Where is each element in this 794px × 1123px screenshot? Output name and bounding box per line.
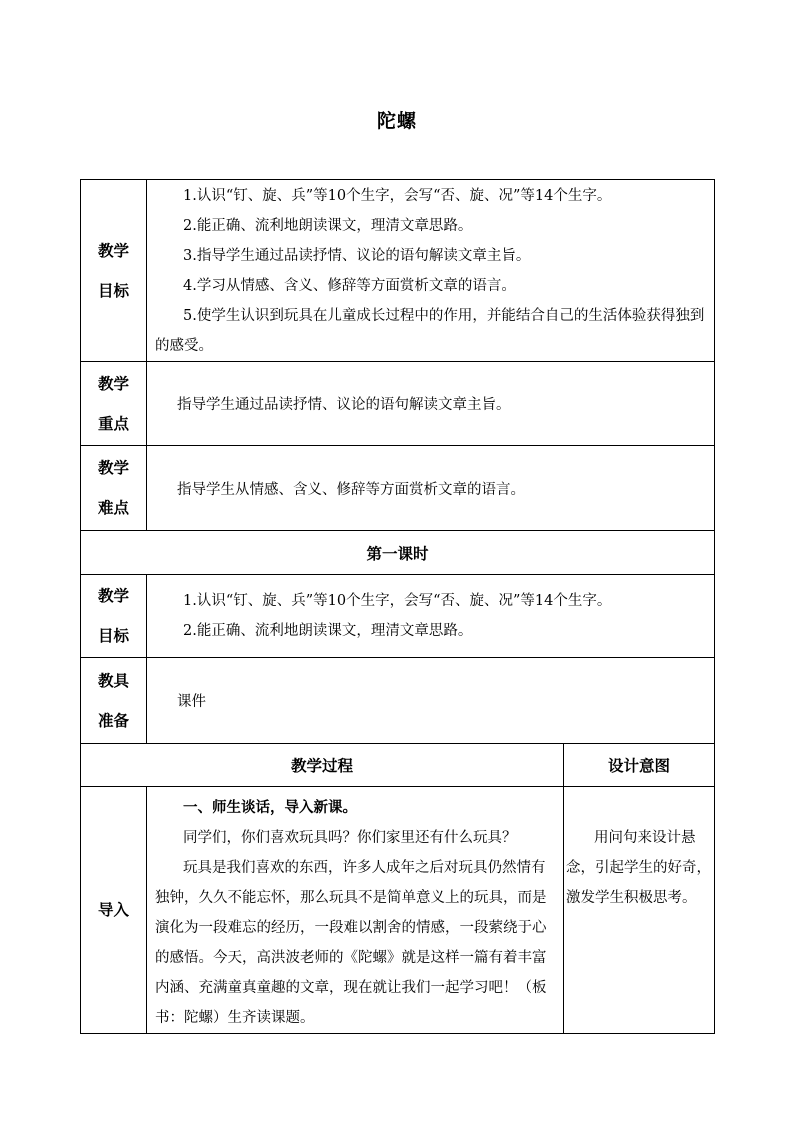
objective-item: 3.指导学生通过品读抒情、议论的语句解读文章主旨。 xyxy=(183,247,531,264)
label-line: 教学 xyxy=(97,586,129,605)
objective-item: 4.学习从情感、含义、修辞等方面赏析文章的语言。 xyxy=(183,277,516,294)
page-title: 陀螺 xyxy=(376,110,417,132)
label-line: 目标 xyxy=(97,280,129,300)
label-line: 重点 xyxy=(97,413,129,433)
lesson-header: 第一课时 xyxy=(81,531,715,575)
row-key-points xyxy=(81,362,715,446)
intro-paragraph: 同学们，你们喜欢玩具吗？你们家里还有什么玩具？ xyxy=(183,830,517,846)
row-lesson-header xyxy=(81,531,715,575)
intro-content xyxy=(147,787,564,1034)
row-process-header xyxy=(81,744,715,787)
row-difficulties xyxy=(81,446,715,531)
label-line: 教学 xyxy=(97,373,129,393)
label-intro: 导入 xyxy=(81,787,147,1034)
difficulties-text: 指导学生从情感、含义、修辞等方面赏析文章的语言。 xyxy=(147,446,715,531)
label-line: 教学 xyxy=(97,458,129,477)
objective-item: 5.使学生认识到玩具在儿童成长过程中的作用，并能结合自己的生活体验获得独到的感受。 xyxy=(155,307,705,354)
label-line: 教具 xyxy=(97,670,129,690)
objective-item: 2.能正确、流利地朗读课文，理清文章思路。 xyxy=(183,217,473,234)
label-key-points xyxy=(81,362,147,446)
intro-intent xyxy=(564,787,715,1034)
label-line: 难点 xyxy=(97,498,129,517)
row-materials xyxy=(81,658,715,744)
intent-header: 设计意图 xyxy=(564,744,715,787)
label-line: 准备 xyxy=(97,710,129,730)
process-header: 教学过程 xyxy=(81,744,564,787)
intro-heading: 一、师生谈话，导入新课。 xyxy=(183,799,357,816)
objectives-content xyxy=(147,180,715,362)
lesson-plan-table xyxy=(80,179,715,1034)
label-objectives xyxy=(81,180,147,362)
label-materials xyxy=(81,658,147,744)
intent-text: 用问句来设计悬念，引起学生的好奇，激发学生积极思考。 xyxy=(566,830,711,906)
key-points-text: 指导学生通过品读抒情、议论的语句解读文章主旨。 xyxy=(147,362,715,446)
label-difficulties xyxy=(81,446,147,531)
objective-item: 2.能正确、流利地朗读课文，理清文章思路。 xyxy=(183,623,473,639)
row-intro xyxy=(81,787,715,1034)
lesson-objectives-content xyxy=(147,575,715,658)
intro-paragraph: 玩具是我们喜欢的东西，许多人成年之后对玩具仍然情有独钟，久久不能忘怀，那么玩具不是简单意义上的玩具，而是演化为一段难忘的经历，一段难以割舍的情感，一段萦绕于心的感悟。今天，高洪波老师的《陀螺》就是这样一篇有着丰富内涵、充满童真童趣的文章，现在就让我们一起学习吧！（板书：陀螺）生齐读课题。 xyxy=(155,860,547,1026)
label-line: 教学 xyxy=(97,240,129,260)
label-lesson-objectives xyxy=(81,575,147,658)
label-line: 目标 xyxy=(97,626,129,645)
row-lesson-objectives xyxy=(81,575,715,658)
objective-item: 1.认识“钉、旋、兵”等10个生字，会写“否、旋、况”等14个生字。 xyxy=(183,187,612,204)
row-objectives xyxy=(81,180,715,362)
objective-item: 1.认识“钉、旋、兵”等10个生字，会写“否、旋、况”等14个生字。 xyxy=(183,593,612,609)
materials-text: 课件 xyxy=(147,658,715,744)
